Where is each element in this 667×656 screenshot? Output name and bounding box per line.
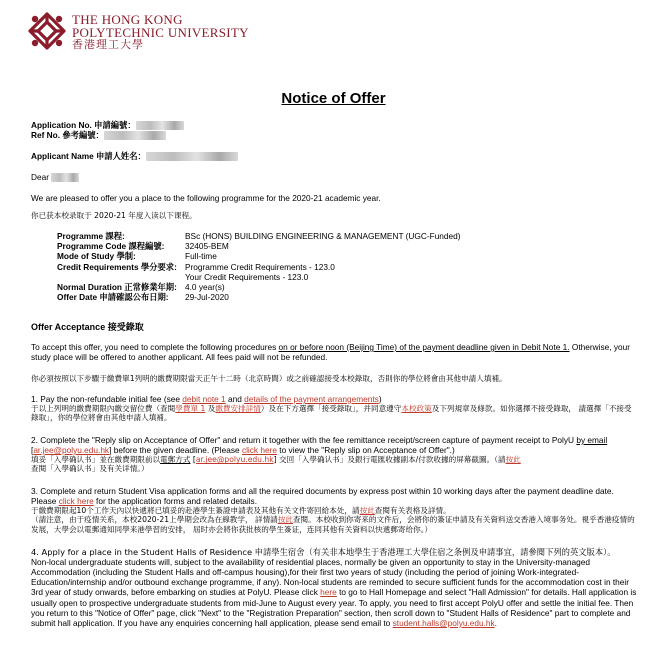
ref-no-label: Ref No. 參考編號： (31, 130, 104, 140)
applicant-name-row (31, 151, 637, 161)
page-title: Notice of Offer (281, 90, 386, 107)
salutation-row (31, 172, 637, 182)
email-link-zh[interactable]: ar.jee@polyu.edu.hk (195, 455, 274, 465)
acceptance-paragraph-zh: 你必須按照以下步驟于繳費單1列明的繳費期限當天正午十二時（北京時間）或之前確認接受本校錄取，否則你的學位將會由其他申請人填補。 (31, 374, 507, 383)
halls-email-link[interactable]: student.halls@polyu.edu.hk (392, 617, 495, 628)
university-name-chinese: 香港理工大學 (72, 39, 144, 51)
application-no-row (31, 120, 637, 130)
hall-homepage-link[interactable]: here (320, 587, 337, 598)
offer-acceptance-title: Offer Acceptance 接受錄取 (31, 322, 144, 332)
debit-note-link[interactable]: debit note 1 (182, 394, 226, 404)
visa-forms-link-zh[interactable]: 按此 (359, 506, 375, 516)
redacted-application-no (136, 121, 184, 130)
normal-duration-row: Normal Duration 正常修業年期: 4.0 year(s) (57, 282, 225, 293)
step-4: 4. Apply for a place in the Student Halls of Residence 申請學生宿舍（有关非本地學生于香港理工大學住宿之条例及申請事宜，請參閱下列的英文版本）。 Non-local undergraduate students will, subject to the availability of residential places, normally be given an opportunity to stay in the University-managed Accommodation (including the Student Halls and off-campus housing),for their first two years of study (including the period of joining Work-integrated-Education/internship and/or outbound exchange programme, if any). Non-local students are reminded to secure sufficient funds for the accommodation cost in their 3rd year of study onwards, before embarking on studies at PolyU. Please click here to go to Hall Homepage and select "Hall Admission" for details. Hall application is usually open to prospective undergraduate students from mid-June to August every year. To apply, you need to first accept PolyU offer and settle the initial fee. Then you return to this "Notice of Offer" page, click "Next" to the "Registration Preparation" section, then scroll down to "Student Halls of Residence" part to complete and submit hall application. If you have any enquiries concerning hall application, please send email to student.halls@polyu.edu.hk. (31, 547, 637, 628)
reply-slip-link[interactable]: click here (241, 445, 277, 456)
deadline-text: on or before noon (Beijing Time) of the payment deadline given in Debit Note 1. (278, 342, 570, 352)
page-title-wrap (0, 90, 667, 108)
university-name (72, 13, 249, 52)
university-logo (27, 11, 257, 55)
intro-zh: 你已获本校录取于 2020-21 年度入读以下课程。 (31, 211, 197, 220)
email-link[interactable]: ar.jee@polyu.edu.hk (33, 445, 110, 456)
programme-details (57, 231, 617, 302)
payment-arrangements-link-zh[interactable]: 繳費安排詳情 (215, 404, 261, 414)
reply-slip-link-zh[interactable]: 按此 (505, 455, 521, 465)
application-no-label: Application No. 申請編號： (31, 120, 136, 130)
programme-row: Programme 課程: BSc (HONS) BUILDING ENGINEERING & MANAGEMENT (UGC-Funded) (57, 231, 461, 241)
offer-date-row: Offer Date 申請確認公布日期: 29-Jul-2020 (57, 292, 229, 303)
redacted-salutation-name (51, 173, 79, 182)
intro-en: We are pleased to offer you a place to the following programme for the 2020-21 academic year. (31, 193, 381, 203)
polyu-emblem-icon (27, 11, 67, 51)
payment-arrangements-link[interactable]: details of the payment arrangements (244, 394, 379, 404)
acceptance-paragraph: To accept this offer, you need to complete the following procedures on or before noon (Beijing Time) of the payment deadline given in Debit Note 1. Otherwise, your study place will be offered to another applicant. All fees paid will not be refunded. (31, 342, 630, 363)
university-name-line1: THE HONG KONG (72, 12, 183, 27)
redacted-applicant-name (146, 152, 238, 161)
programme-code-row: Programme Code 課程編號: 32405-BEM (57, 241, 229, 252)
mode-of-study-row: Mode of Study 學制: Full-time (57, 251, 217, 262)
salutation-label: Dear (31, 172, 49, 182)
applicant-name-label: Applicant Name 申請人姓名： (31, 151, 146, 161)
debit-note-link-zh[interactable]: 學費單 1 (175, 404, 206, 414)
visa-forms-link[interactable]: click here (58, 496, 94, 507)
university-name-line2: POLYTECHNIC UNIVERSITY (72, 25, 249, 40)
step-1: 1. Pay the non-refundable initial fee (see debit note 1 and details of the payment arrangements) 于以上列明的繳費期限內繳交留位費（查閱學費單 1 及繳費安排詳情）及在下方選擇「接受錄取」，并同意遵守本校政策及下列規章及條款。如你選擇不接受錄取， 請選擇「不接受錄取」，你的學位將會由其他申請人填補。 (31, 394, 632, 423)
credit-requirements-row: Credit Requirements 學分要求: Programme Credit Requirements - 123.0 (57, 261, 335, 272)
your-credit-requirements-row: Your Credit Requirements - 123.0 (185, 271, 309, 282)
online-teaching-link-zh[interactable]: 按此 (277, 515, 293, 525)
step-2: 2. Complete the "Reply slip on Acceptance of Offer" and return it together with the fee remittance receipt/screen capture of payment receipt to PolyU by email [ar.jee@polyu.edu.hk] before the given deadline. (Please click here to view the "Reply slip on Acceptance of Offer".) 填妥「入學确认书」並在繳費期限前以電郵方式 [ar.jee@polyu.edu.hk] 交回「入學确认书」及銀行電匯收據副本/付款收據的屏幕截圖。（請按此查閱「入學确认书」及有关详情。） (31, 435, 608, 474)
university-policy-link[interactable]: 本校政策 (401, 404, 432, 414)
redacted-ref-no (104, 131, 166, 140)
step-3: 3. Complete and return Student Visa application forms and all the required documents by express post within 10 working days after the payment deadline date. Please click here for the application forms and related details. 于繳費期限起10个工作天內以快遞將已填妥的赴港學生簽證申請表及其他有关文件寄回給本处，請按此查閱有关表格及詳情。 （請注意，由于疫情关系，本校2020-21上學期会改為在線教学， 詳情請按此查閱。本校收到你寄来的文件后，会將你的簽证申請及有关資料送交香港入境事务处。視乎香港疫情的发展，大學会以電郵通知同學来港學習的安排， 屆时亦会將你获批核的學生簽证，连同其他有关資料以快遞郵寄给你。） (31, 486, 635, 534)
ref-no-row (31, 130, 637, 140)
